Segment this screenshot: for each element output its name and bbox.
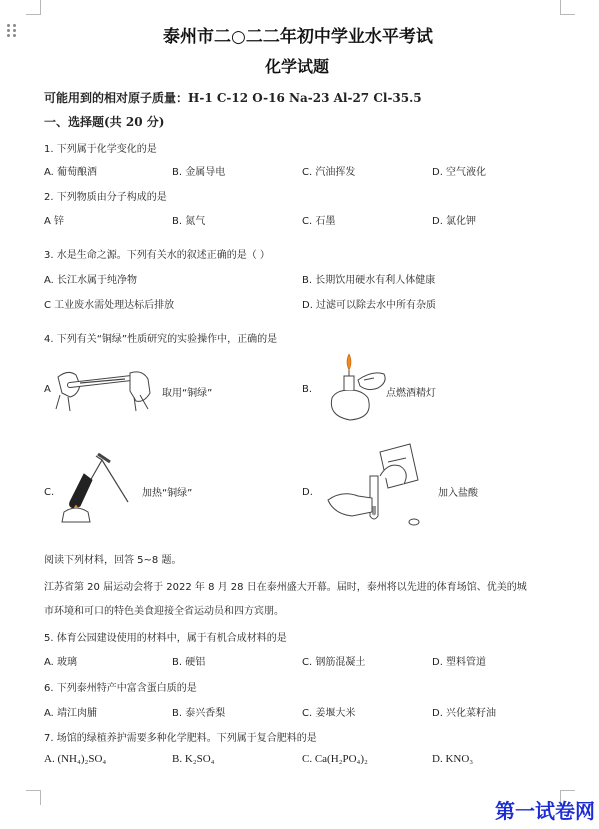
atomic-mass-note: 可能用到的相对原子质量：H-1 C-12 O-16 Na-23 Al-27 Cl-35.5 xyxy=(44,91,422,105)
q5-option-c: C. 钢筋混凝土 xyxy=(302,657,366,668)
q2-option-d: D. 氯化钾 xyxy=(432,216,477,227)
q3-option-b: B. 长期饮用硬水有利人体健康 xyxy=(302,275,436,286)
q6-option-b: B. 泰兴香梨 xyxy=(172,708,226,719)
q6-option-d: D. 兴化菜籽油 xyxy=(432,708,497,719)
q3-option-a: A. 长江水属于纯净物 xyxy=(44,275,138,286)
q7-option-a: A. (NH₄)₂SO₄ xyxy=(44,753,107,765)
q4-option-d-letter: D. xyxy=(302,487,313,498)
adding-acid-image xyxy=(322,440,432,530)
q1-option-a: A. 葡萄酿酒 xyxy=(44,167,98,178)
q7-option-c: C. Ca(H₂PO₄)₂ xyxy=(302,753,368,765)
q5-stem: 5. 体育公园建设使用的材料中，属于有机合成材料的是 xyxy=(44,633,287,644)
q4-option-b-caption: 点燃酒精灯 xyxy=(386,388,436,399)
q1-stem: 1. 下列属于化学变化的是 xyxy=(44,144,157,155)
drag-handle-icon[interactable] xyxy=(7,24,17,38)
q2-option-b: B. 氮气 xyxy=(172,216,206,227)
lighting-alcohol-lamp-image xyxy=(318,350,390,425)
material-line-1: 江苏省第 20 届运动会将于 2022 年 8 月 28 日在泰州盛大开幕。届时，泰州将以先进的体育场馆、优美的城 xyxy=(44,582,527,593)
corner-mark-top-left xyxy=(26,0,41,15)
q3-option-d: D. 过滤可以除去水中所有杂质 xyxy=(302,300,437,311)
q1-option-b: B. 金属导电 xyxy=(172,167,226,178)
q3-option-c: C 工业废水需处理达标后排放 xyxy=(44,300,175,311)
q2-option-a: A 锌 xyxy=(44,216,65,227)
section-heading: 一、选择题(共 20 分) xyxy=(44,115,165,129)
q2-stem: 2. 下列物质由分子构成的是 xyxy=(44,192,167,203)
q7-option-d: D. KNO₃ xyxy=(432,753,474,765)
q4-option-c-caption: 加热“铜绿” xyxy=(142,488,193,499)
q4-option-a-caption: 取用“铜绿” xyxy=(162,388,213,399)
corner-mark-bottom-left xyxy=(26,790,41,805)
corner-mark-top-right xyxy=(560,0,575,15)
q1-option-c: C. 汽油挥发 xyxy=(302,167,356,178)
q4-option-d-caption: 加入盐酸 xyxy=(438,488,478,499)
exam-title: 泰州市二○二二年初中学业水平考试 xyxy=(163,27,433,47)
q6-option-a: A. 靖江肉脯 xyxy=(44,708,98,719)
exam-subject: 化学试题 xyxy=(265,57,330,76)
material-line-2: 市环境和可口的特色美食迎接全省运动员和四方宾朋。 xyxy=(44,606,284,617)
heating-test-tube-image xyxy=(58,450,130,530)
pouring-powder-test-tube-image xyxy=(50,355,160,415)
q7-stem: 7. 场馆的绿植养护需要多种化学肥料。下列属于复合肥料的是 xyxy=(44,733,317,744)
q3-stem: 3. 水是生命之源。下列有关水的叙述正确的是（ ） xyxy=(44,250,270,261)
q7-option-b: B. K₂SO₄ xyxy=(172,753,215,765)
q6-option-c: C. 姜堰大米 xyxy=(302,708,356,719)
q4-option-a-letter: A xyxy=(44,384,51,395)
q5-option-a: A. 玻璃 xyxy=(44,657,78,668)
q1-option-d: D. 空气液化 xyxy=(432,167,487,178)
q6-stem: 6. 下列泰州特产中富含蛋白质的是 xyxy=(44,683,197,694)
reading-instruction: 阅读下列材料，回答 5~8 题。 xyxy=(44,555,182,566)
q4-stem: 4. 下列有关“铜绿”性质研究的实验操作中，正确的是 xyxy=(44,334,278,345)
q5-option-b: B. 硬铝 xyxy=(172,657,206,668)
q5-option-d: D. 塑料管道 xyxy=(432,657,487,668)
site-watermark: 第一试卷网 xyxy=(495,799,595,823)
q2-option-c: C. 石墨 xyxy=(302,216,336,227)
q4-option-c-letter: C. xyxy=(44,487,55,498)
q4-option-b-letter: B. xyxy=(302,384,313,395)
